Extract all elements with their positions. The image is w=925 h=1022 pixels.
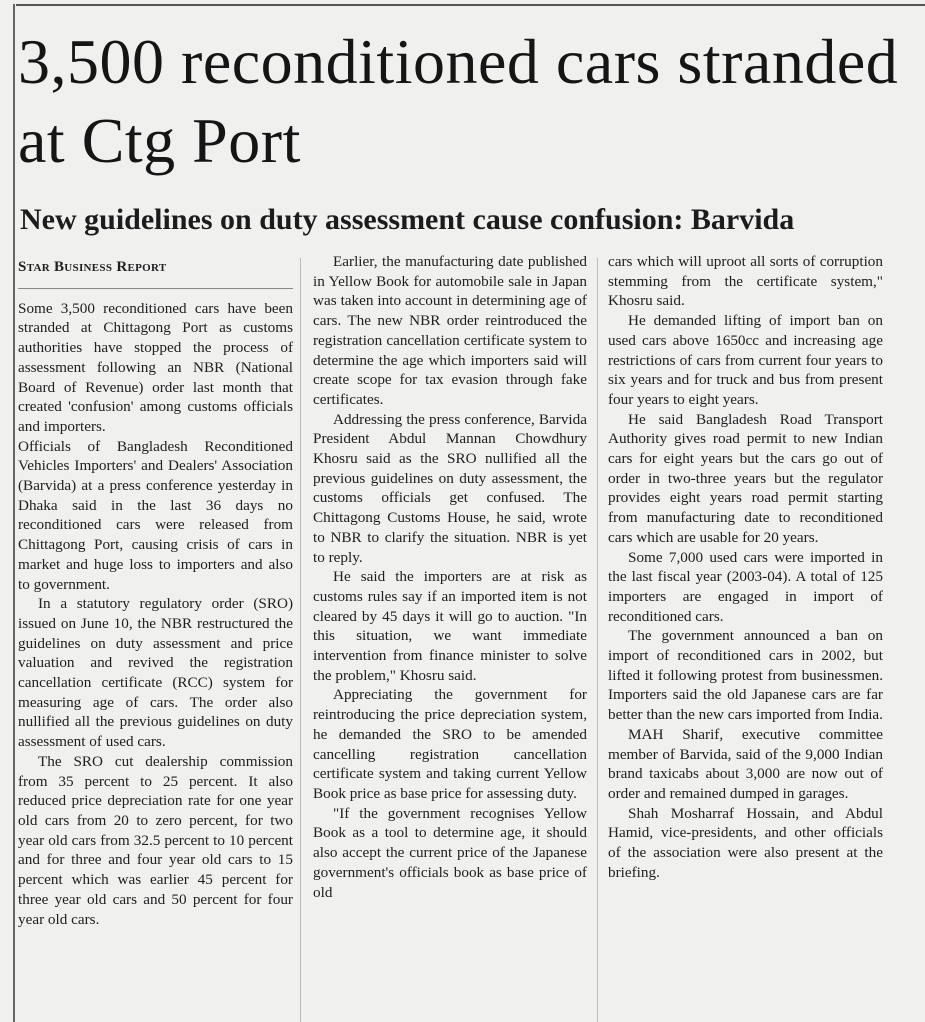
article-paragraph: Addressing the press conference, Barvida President Abdul Mannan Chowdhury Khosru said as the SRO nullified all the previous guidelines on duty assessment, the customs officials get confused. The Chittagong Customs House, he said, wrote to NBR to clarify the situation. NBR is yet to reply.	[313, 410, 587, 566]
article-column-2	[313, 252, 587, 902]
byline: Star Business Report	[18, 252, 293, 289]
article-paragraph: He demanded lifting of import ban on used cars above 1650cc and increasing age restrictions of cars from current four years to six years and for truck and bus from present four years to eight years.	[608, 312, 883, 408]
article-paragraph: Earlier, the manufacturing date published in Yellow Book for automobile sale in Japan was taken into account in determining age of cars. The new NBR order reintroduced the registration cancellation certificate system to determine the age which importers said will create scope for tax evasion through fake certificates.	[313, 253, 587, 408]
column-divider	[300, 258, 301, 1022]
article-paragraph: He said the importers are at risk as customs rules say if an imported item is not cleared by 45 days it will go to auction. "In this situation, we want immediate intervention from finance minister to solve the problem," Khosru said.	[313, 568, 587, 684]
subheadline: New guidelines on duty assessment cause confusion: Barvida	[20, 203, 795, 236]
article-paragraph: cars which will uproot all sorts of corruption stemming from the certificate system," Khosru said.	[608, 253, 883, 310]
article-paragraph: "If the government recognises Yellow Book as a tool to determine age, it should also accept the current price of the Japanese government's officials book as base price of old	[313, 804, 587, 901]
left-rule	[13, 4, 15, 1022]
article-column-3	[608, 252, 883, 883]
article-paragraph: Some 7,000 used cars were imported in the last fiscal year (2003-04). A total of 125 importers are engaged in import of reconditioned cars.	[608, 548, 883, 625]
article-paragraph: Some 3,500 reconditioned cars have been stranded at Chittagong Port as customs authorities have stopped the process of assessment following an NBR (National Board of Revenue) order last month that created 'confusion' among customs officials and importers.	[18, 299, 293, 435]
article-paragraph: The government announced a ban on import of reconditioned cars in 2002, but lifted it following protest from businessmen. Importers said the old Japanese cars are far better than the new cars imported from India.	[608, 627, 883, 724]
article-paragraph: He said Bangladesh Road Transport Authority gives road permit to new Indian cars for eight years but the cars go out of order in two-three years but the regulator provides eight years road permit starting from manufacturing date to reconditioned cars which are usable for 20 years.	[608, 410, 883, 546]
article-paragraph: MAH Sharif, executive committee member of Barvida, said of the 9,000 Indian brand taxicabs about 3,000 are now out of order and remained dumped in garages.	[608, 725, 883, 802]
headline: 3,500 reconditioned cars stranded at Ctg Port	[18, 26, 899, 176]
column-divider	[597, 258, 598, 1022]
article-column-1	[18, 252, 293, 929]
article-paragraph: The SRO cut dealership commission from 35 percent to 25 percent. It also reduced price depreciation rate for one year old cars from 20 to zero percent, for two year old cars from 32.5 percent to 10 percent and for three and four year old cars to 15 percent which was earlier 45 percent for three year old cars and 50 percent for four year old cars.	[18, 752, 293, 928]
article-paragraph: Shah Mosharraf Hossain, and Abdul Hamid, vice-presidents, and other officials of the association were also present at the briefing.	[608, 804, 883, 881]
article-paragraph: Officials of Bangladesh Reconditioned Vehicles Importers' and Dealers' Association (Barvida) at a press conference yesterday in Dhaka said in the last 36 days no reconditioned cars were released from Chittagong Port, causing crisis of cars in market and huge loss to importers and also to government.	[18, 437, 293, 593]
top-rule	[16, 4, 925, 6]
article-paragraph: Appreciating the government for reintroducing the price depreciation system, he demanded the SRO to be amended cancelling registration cancellation certificate system and taking current Yellow Book price as base price for assessing duty.	[313, 686, 587, 802]
article-paragraph: In a statutory regulatory order (SRO) issued on June 10, the NBR restructured the guidelines on duty assessment and price valuation and revived the registration cancellation certificate (RCC) system for measuring age of cars. The order also nullified all the previous guidelines on duty assessment of used cars.	[18, 595, 293, 751]
